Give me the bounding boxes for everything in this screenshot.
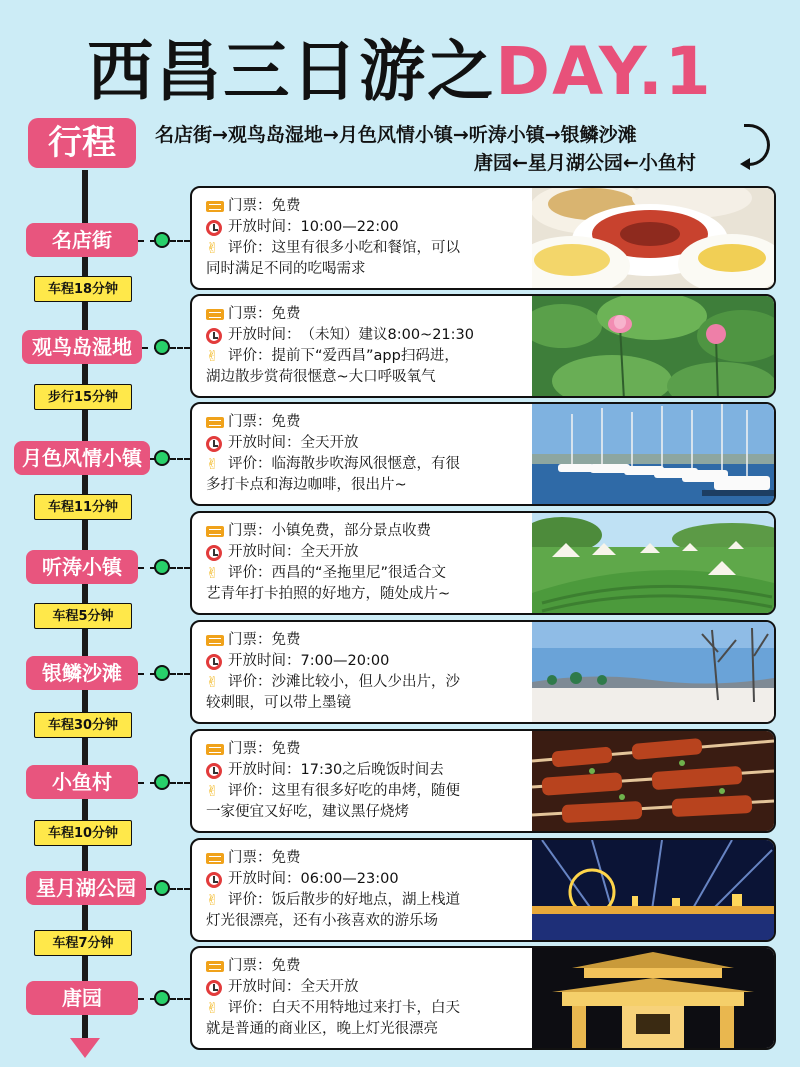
ticket-icon [206, 309, 224, 320]
harbor-photo [532, 404, 774, 504]
review-label: 评价： [228, 783, 272, 799]
clock-icon [206, 654, 222, 670]
clock-icon [206, 980, 222, 996]
gate-photo [532, 948, 774, 1048]
connector-dash [170, 347, 190, 349]
ticket-icon [206, 521, 228, 542]
connector-dot [154, 774, 170, 790]
ticket-row [206, 304, 536, 325]
route-label: 行程 [28, 118, 136, 168]
hours-value: 全天开放 [300, 544, 359, 560]
hours-label: 开放时间： [228, 762, 301, 778]
stop-label: 听涛小镇 [26, 550, 138, 584]
attraction-info [206, 304, 536, 388]
hours-label: 开放时间： [228, 871, 301, 887]
ticket-icon [206, 412, 228, 433]
clock-icon [206, 542, 228, 563]
hours-value: 7:00—20:00 [300, 653, 390, 669]
attraction-card [190, 186, 776, 290]
attraction-info [206, 956, 536, 1040]
connector-dot [154, 665, 170, 681]
review-label: 评价： [228, 456, 272, 472]
ticket-value: 免费 [271, 414, 301, 430]
ticket-row [206, 196, 536, 217]
review-line-1: 这里有很多小吃和餐馆，可以 [271, 240, 460, 256]
review-row [206, 563, 536, 584]
hours-value: （未知）建议8:00~21:30 [300, 327, 474, 343]
night-park-photo [532, 840, 774, 940]
review-line-1: 白天不用特地过来打卡，白天 [271, 1000, 460, 1016]
ticket-icon [206, 853, 224, 864]
transit-badge: 车程10分钟 [34, 820, 132, 846]
clock-icon [206, 869, 228, 890]
ok-hand-icon: ✌ [206, 564, 219, 582]
review-label: 评价： [228, 565, 272, 581]
ticket-label: 门票： [228, 958, 272, 974]
connector-dot [154, 559, 170, 575]
hours-row [206, 217, 536, 238]
ticket-label: 门票： [228, 414, 272, 430]
food-photo [532, 188, 774, 288]
ticket-label: 门票： [228, 632, 272, 648]
clock-icon [206, 328, 222, 344]
hours-row [206, 760, 536, 781]
review-line-2: 灯光很漂亮，还有小孩喜欢的游乐场 [206, 913, 438, 929]
title-main: 西昌三日游之 [87, 33, 496, 110]
ticket-row [206, 630, 536, 651]
ok-hand-icon: ✌ [206, 673, 219, 691]
ticket-icon [206, 961, 224, 972]
hours-label: 开放时间： [228, 219, 301, 235]
attraction-card [190, 838, 776, 942]
ticket-value: 免费 [271, 632, 301, 648]
clock-icon [206, 217, 228, 238]
review-row [206, 890, 536, 911]
stop-label: 月色风情小镇 [14, 441, 150, 475]
ticket-icon [206, 848, 228, 869]
stop-label: 观鸟岛湿地 [22, 330, 142, 364]
connector-dot [154, 232, 170, 248]
clock-icon [206, 325, 228, 346]
route-line-2: 唐园←星月湖公园←小鱼村 [474, 152, 696, 174]
hours-row [206, 977, 536, 998]
review-row [206, 998, 536, 1019]
hours-row [206, 325, 536, 346]
transit-badge: 车程30分钟 [34, 712, 132, 738]
attraction-info [206, 848, 536, 932]
ticket-row [206, 848, 536, 869]
ticket-icon [206, 196, 228, 217]
ticket-icon [206, 201, 224, 212]
attraction-info [206, 521, 536, 605]
review-line-1: 沙滩比较小，但人少出片，沙 [271, 674, 460, 690]
ticket-label: 门票： [228, 523, 272, 539]
attraction-card [190, 294, 776, 398]
attraction-card [190, 511, 776, 615]
review-line-2: 较刺眼，可以带上墨镜 [206, 695, 351, 711]
stop-label: 星月湖公园 [26, 871, 146, 905]
ticket-icon [206, 956, 228, 977]
ticket-value: 小镇免费，部分景点收费 [271, 523, 431, 539]
ok-hand-icon: ✌ [206, 347, 219, 365]
hours-value: 06:00—23:00 [300, 871, 399, 887]
review-label: 评价： [228, 674, 272, 690]
ok-hand-icon: ✌ [206, 999, 219, 1017]
connector-dash [170, 673, 190, 675]
ok-hand-icon: ✌ [206, 891, 219, 909]
connector-dash [170, 888, 190, 890]
review-row [206, 238, 536, 259]
connector-dot [154, 339, 170, 355]
route-return-arrowhead [740, 158, 750, 170]
review-line-2: 多打卡点和海边咖啡，很出片~ [206, 477, 407, 493]
connector-dash [170, 998, 190, 1000]
review-label: 评价： [228, 1000, 272, 1016]
hours-value: 全天开放 [300, 979, 359, 995]
review-label: 评价： [228, 892, 272, 908]
stop-label: 银鳞沙滩 [26, 656, 138, 690]
attraction-info [206, 412, 536, 496]
ok-hand-icon: ✌ [206, 782, 219, 800]
stop-label: 名店街 [26, 223, 138, 257]
attraction-card [190, 402, 776, 506]
ticket-row [206, 521, 536, 542]
connector-dot [154, 450, 170, 466]
attraction-info [206, 630, 536, 714]
clock-icon [206, 433, 228, 454]
connector-dot [154, 990, 170, 1006]
ticket-icon [206, 630, 228, 651]
clock-icon [206, 763, 222, 779]
attraction-card [190, 729, 776, 833]
review-row [206, 781, 536, 802]
review-line-2: 湖边散步赏荷很惬意~大口呼吸氧气 [206, 369, 436, 385]
attraction-info [206, 739, 536, 823]
connector-dash [170, 240, 190, 242]
ticket-row [206, 956, 536, 977]
review-line-2: 一家便宜又好吃，建议黑仔烧烤 [206, 804, 409, 820]
transit-badge: 车程7分钟 [34, 930, 132, 956]
clock-icon [206, 545, 222, 561]
ticket-value: 免费 [271, 958, 301, 974]
hours-label: 开放时间： [228, 979, 301, 995]
attraction-card [190, 946, 776, 1050]
hours-label: 开放时间： [228, 653, 301, 669]
skewers-photo [532, 731, 774, 831]
hours-row [206, 651, 536, 672]
review-line-1: 这里有很多好吃的串烤，随便 [271, 783, 460, 799]
transit-badge: 车程11分钟 [34, 494, 132, 520]
hours-row [206, 433, 536, 454]
ticket-icon [206, 526, 224, 537]
clock-icon [206, 977, 228, 998]
ticket-icon [206, 417, 224, 428]
ticket-icon [206, 744, 224, 755]
transit-badge: 车程18分钟 [34, 276, 132, 302]
review-line-2: 艺青年打卡拍照的好地方，随处成片~ [206, 586, 451, 602]
ticket-value: 免费 [271, 306, 301, 322]
ticket-value: 免费 [271, 850, 301, 866]
ticket-row [206, 739, 536, 760]
hours-value: 全天开放 [300, 435, 359, 451]
hours-label: 开放时间： [228, 327, 301, 343]
ticket-icon [206, 635, 224, 646]
ticket-label: 门票： [228, 306, 272, 322]
clock-icon [206, 872, 222, 888]
review-label: 评价： [228, 348, 272, 364]
ok-hand-icon: ✌ [206, 455, 219, 473]
clock-icon [206, 651, 228, 672]
connector-dash [170, 458, 190, 460]
ticket-label: 门票： [228, 850, 272, 866]
ticket-label: 门票： [228, 198, 272, 214]
review-line-2: 就是普通的商业区，晚上灯光很漂亮 [206, 1021, 438, 1037]
attraction-info [206, 196, 536, 280]
ticket-label: 门票： [228, 741, 272, 757]
clock-icon [206, 760, 228, 781]
beach-photo [532, 622, 774, 722]
ticket-icon [206, 739, 228, 760]
hours-value: 10:00—22:00 [300, 219, 399, 235]
review-line-1: 临海散步吹海风很惬意，有很 [271, 456, 460, 472]
route-line-1: 名店街→观鸟岛湿地→月色风情小镇→听涛小镇→银鳞沙滩 [155, 124, 637, 146]
hours-label: 开放时间： [228, 435, 301, 451]
ticket-value: 免费 [271, 198, 301, 214]
review-row [206, 672, 536, 693]
clock-icon [206, 436, 222, 452]
ticket-value: 免费 [271, 741, 301, 757]
review-line-1: 饭后散步的好地点，湖上栈道 [271, 892, 460, 908]
ticket-row [206, 412, 536, 433]
page-title [0, 18, 800, 113]
review-row [206, 454, 536, 475]
review-line-1: 西昌的“圣拖里尼”很适合文 [271, 565, 447, 581]
stop-label: 唐园 [26, 981, 138, 1015]
clock-icon [206, 220, 222, 236]
review-line-2: 同时满足不同的吃喝需求 [206, 261, 366, 277]
transit-badge: 车程5分钟 [34, 603, 132, 629]
hours-row [206, 869, 536, 890]
timeline-arrow-icon [70, 1038, 100, 1058]
connector-dash [170, 567, 190, 569]
review-label: 评价： [228, 240, 272, 256]
connector-dot [154, 880, 170, 896]
review-line-1: 提前下“爱西昌”app扫码进， [271, 348, 459, 364]
hours-value: 17:30之后晚饭时间去 [300, 762, 444, 778]
transit-badge: 步行15分钟 [34, 384, 132, 410]
ok-hand-icon: ✌ [206, 239, 219, 257]
tents-photo [532, 513, 774, 613]
attraction-card [190, 620, 776, 724]
lotus-photo [532, 296, 774, 396]
connector-dash [170, 782, 190, 784]
title-day: DAY.1 [495, 33, 713, 110]
hours-label: 开放时间： [228, 544, 301, 560]
hours-row [206, 542, 536, 563]
stop-label: 小鱼村 [26, 765, 138, 799]
review-row [206, 346, 536, 367]
ticket-icon [206, 304, 228, 325]
